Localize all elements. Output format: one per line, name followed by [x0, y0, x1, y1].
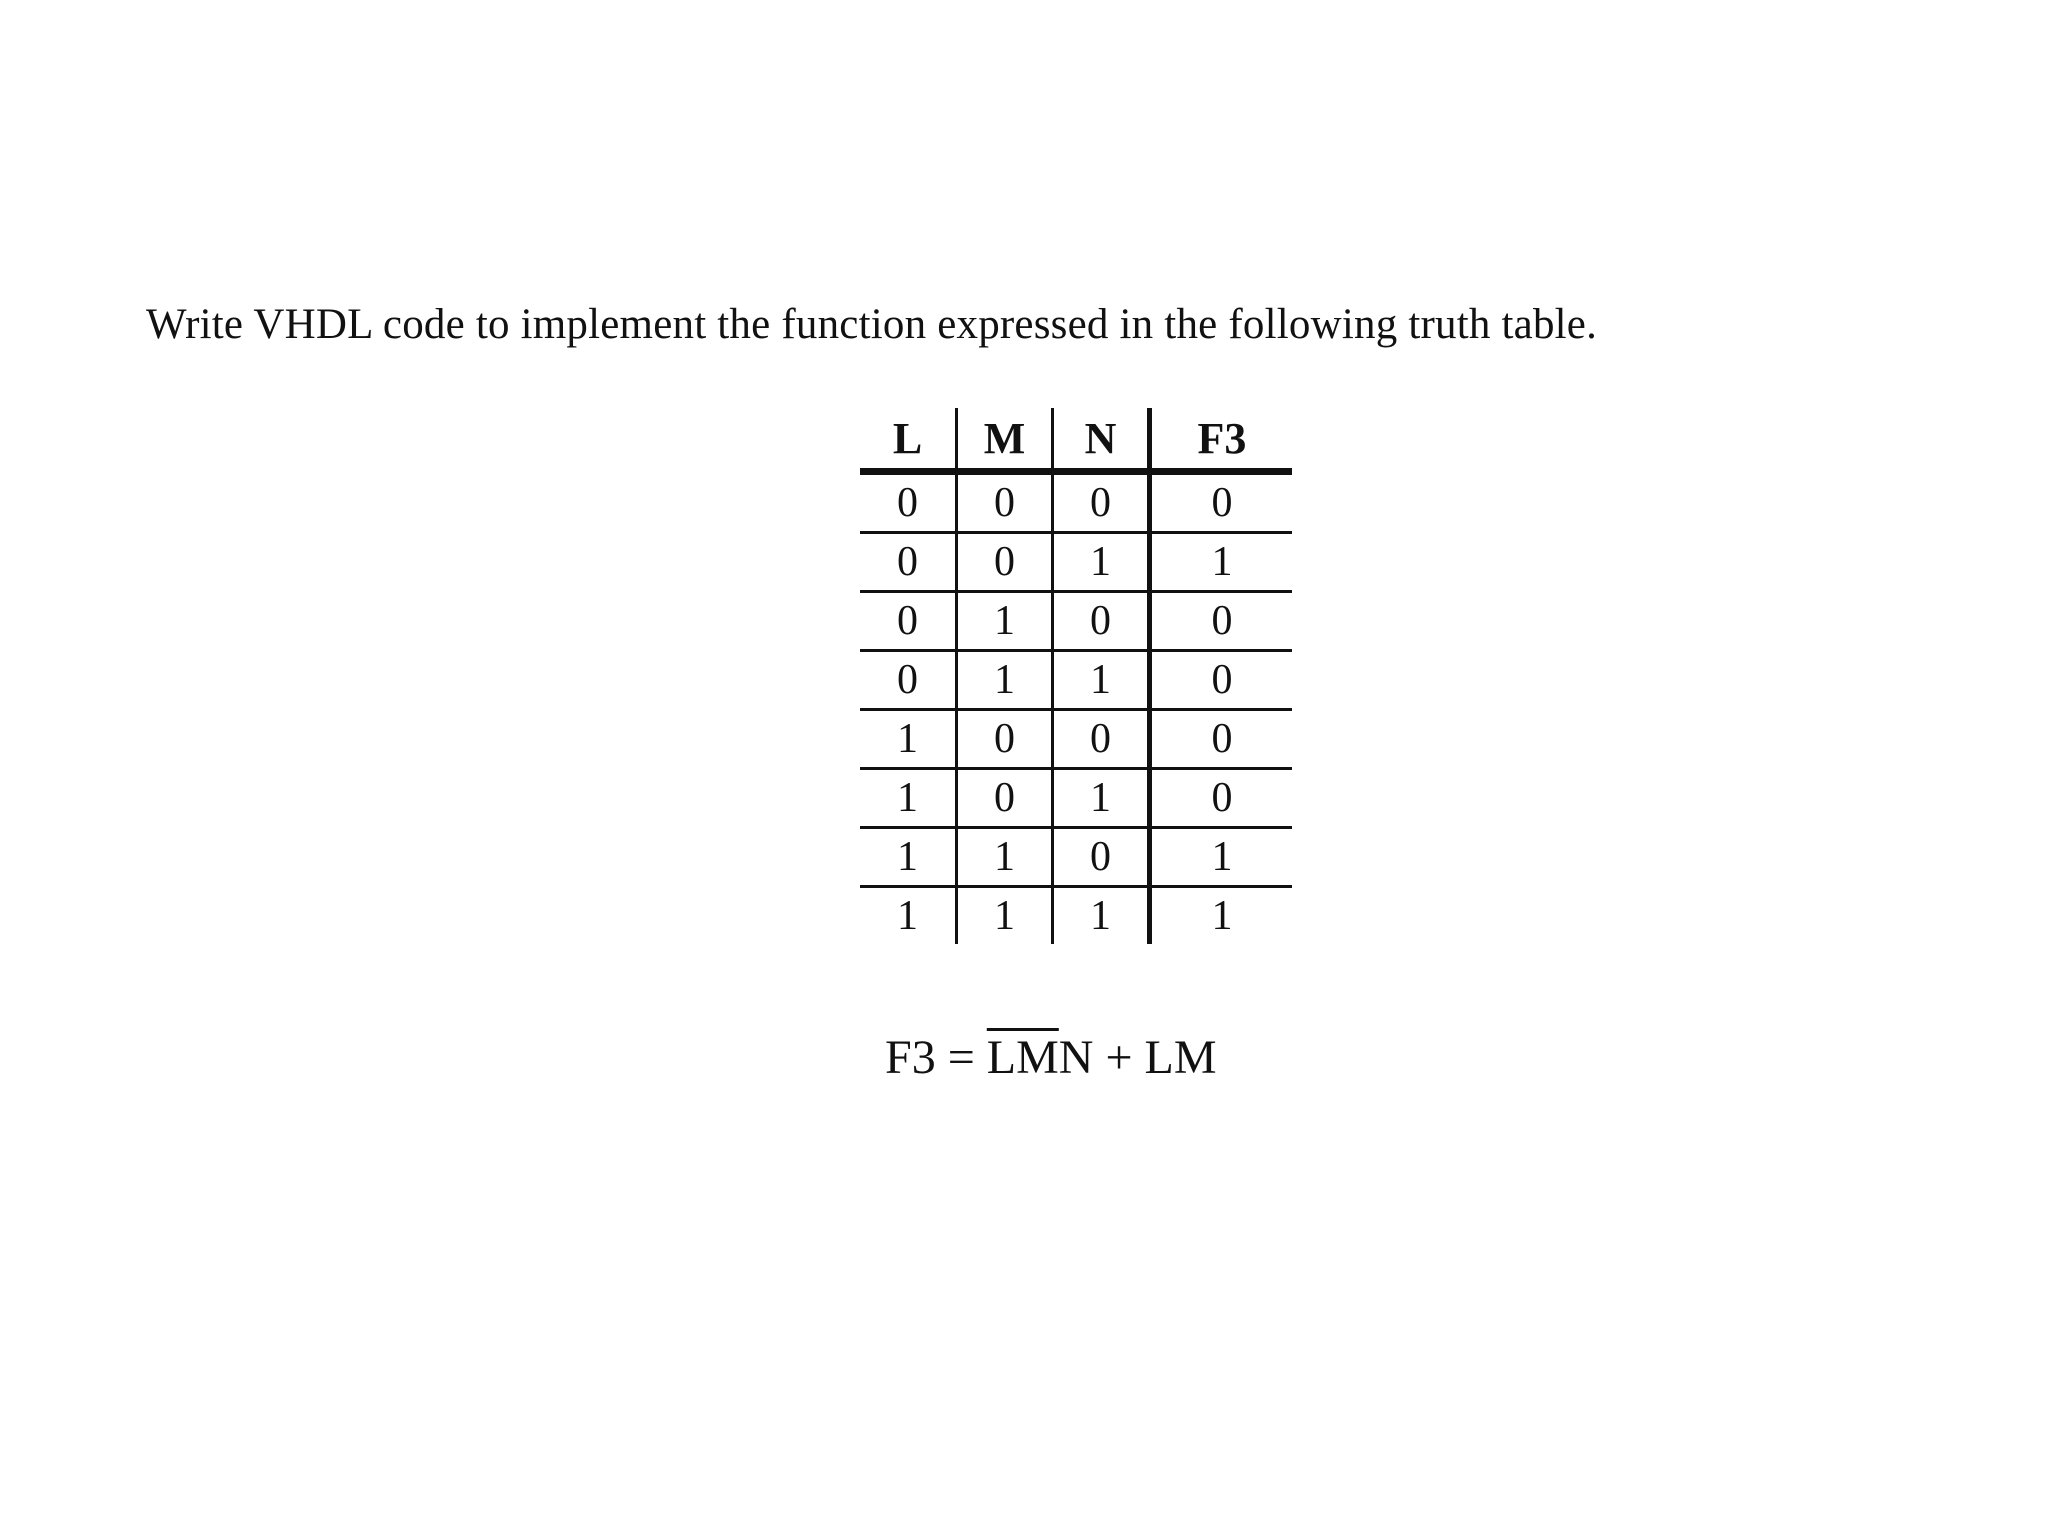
header-l: L [860, 408, 957, 472]
cell-m: 1 [957, 887, 1053, 945]
truth-table-header-row [860, 408, 1292, 472]
cell-f3: 1 [1211, 893, 1233, 939]
cell-l: 1 [860, 887, 957, 945]
cell-m: 0 [957, 710, 1053, 769]
cell-m: 0 [957, 533, 1053, 592]
cell-f3: 0 [1150, 769, 1293, 828]
cell-n: 0 [1053, 710, 1150, 769]
table-row [860, 472, 1292, 533]
cell-f3: 1 [1150, 533, 1293, 592]
question-text: Write VHDL code to implement the function expressed in the following truth table. [146, 301, 1598, 348]
cell-l: 0 [860, 533, 957, 592]
cell-m: 1 [957, 592, 1053, 651]
equation-plus: + [1093, 1031, 1145, 1084]
cell-n: 1 [1053, 887, 1150, 945]
cell-f3: 1 [1150, 828, 1293, 887]
cell-l: 1 [860, 828, 957, 887]
equation-lhs: F3 [885, 1031, 936, 1084]
table-row [860, 592, 1292, 651]
boolean-equation [885, 1030, 1217, 1085]
cell-m: 1 [957, 828, 1053, 887]
header-n: N [1053, 408, 1150, 472]
cell-f3: 0 [1150, 472, 1293, 533]
table-row [860, 533, 1292, 592]
table-row [860, 828, 1292, 887]
cell-n: 0 [1053, 828, 1150, 887]
table-row [860, 887, 1292, 945]
cell-l: 0 [860, 651, 957, 710]
truth-table [860, 408, 1292, 944]
table-row [860, 651, 1292, 710]
cell-m: 0 [957, 769, 1053, 828]
cell-f3: 0 [1150, 592, 1293, 651]
cell-l: 0 [860, 472, 957, 533]
cell-n: 1 [1053, 769, 1150, 828]
cell-n: 1 [1053, 651, 1150, 710]
equation-term2: LM [1144, 1031, 1217, 1084]
cell-m: 0 [957, 472, 1053, 533]
cell-n: 1 [1053, 533, 1150, 592]
cell-l: 1 [860, 769, 957, 828]
equation-overlined-term: $\overline{LM}$ [986, 1031, 1059, 1084]
cell-l: 0 [860, 592, 957, 651]
header-m: M [957, 408, 1053, 472]
cell-n: 0 [1053, 592, 1150, 651]
cell-f3: 0 [1150, 710, 1293, 769]
cell-f3: 0 [1150, 651, 1293, 710]
cell-n: 0 [1053, 472, 1150, 533]
equation-term1-rest: N [1058, 1031, 1094, 1084]
cell-m: 1 [957, 651, 1053, 710]
equation-equals: = [935, 1031, 987, 1084]
cell-l: 1 [860, 710, 957, 769]
table-row [860, 769, 1292, 828]
table-row [860, 710, 1292, 769]
header-f3: F3 [1150, 408, 1293, 472]
